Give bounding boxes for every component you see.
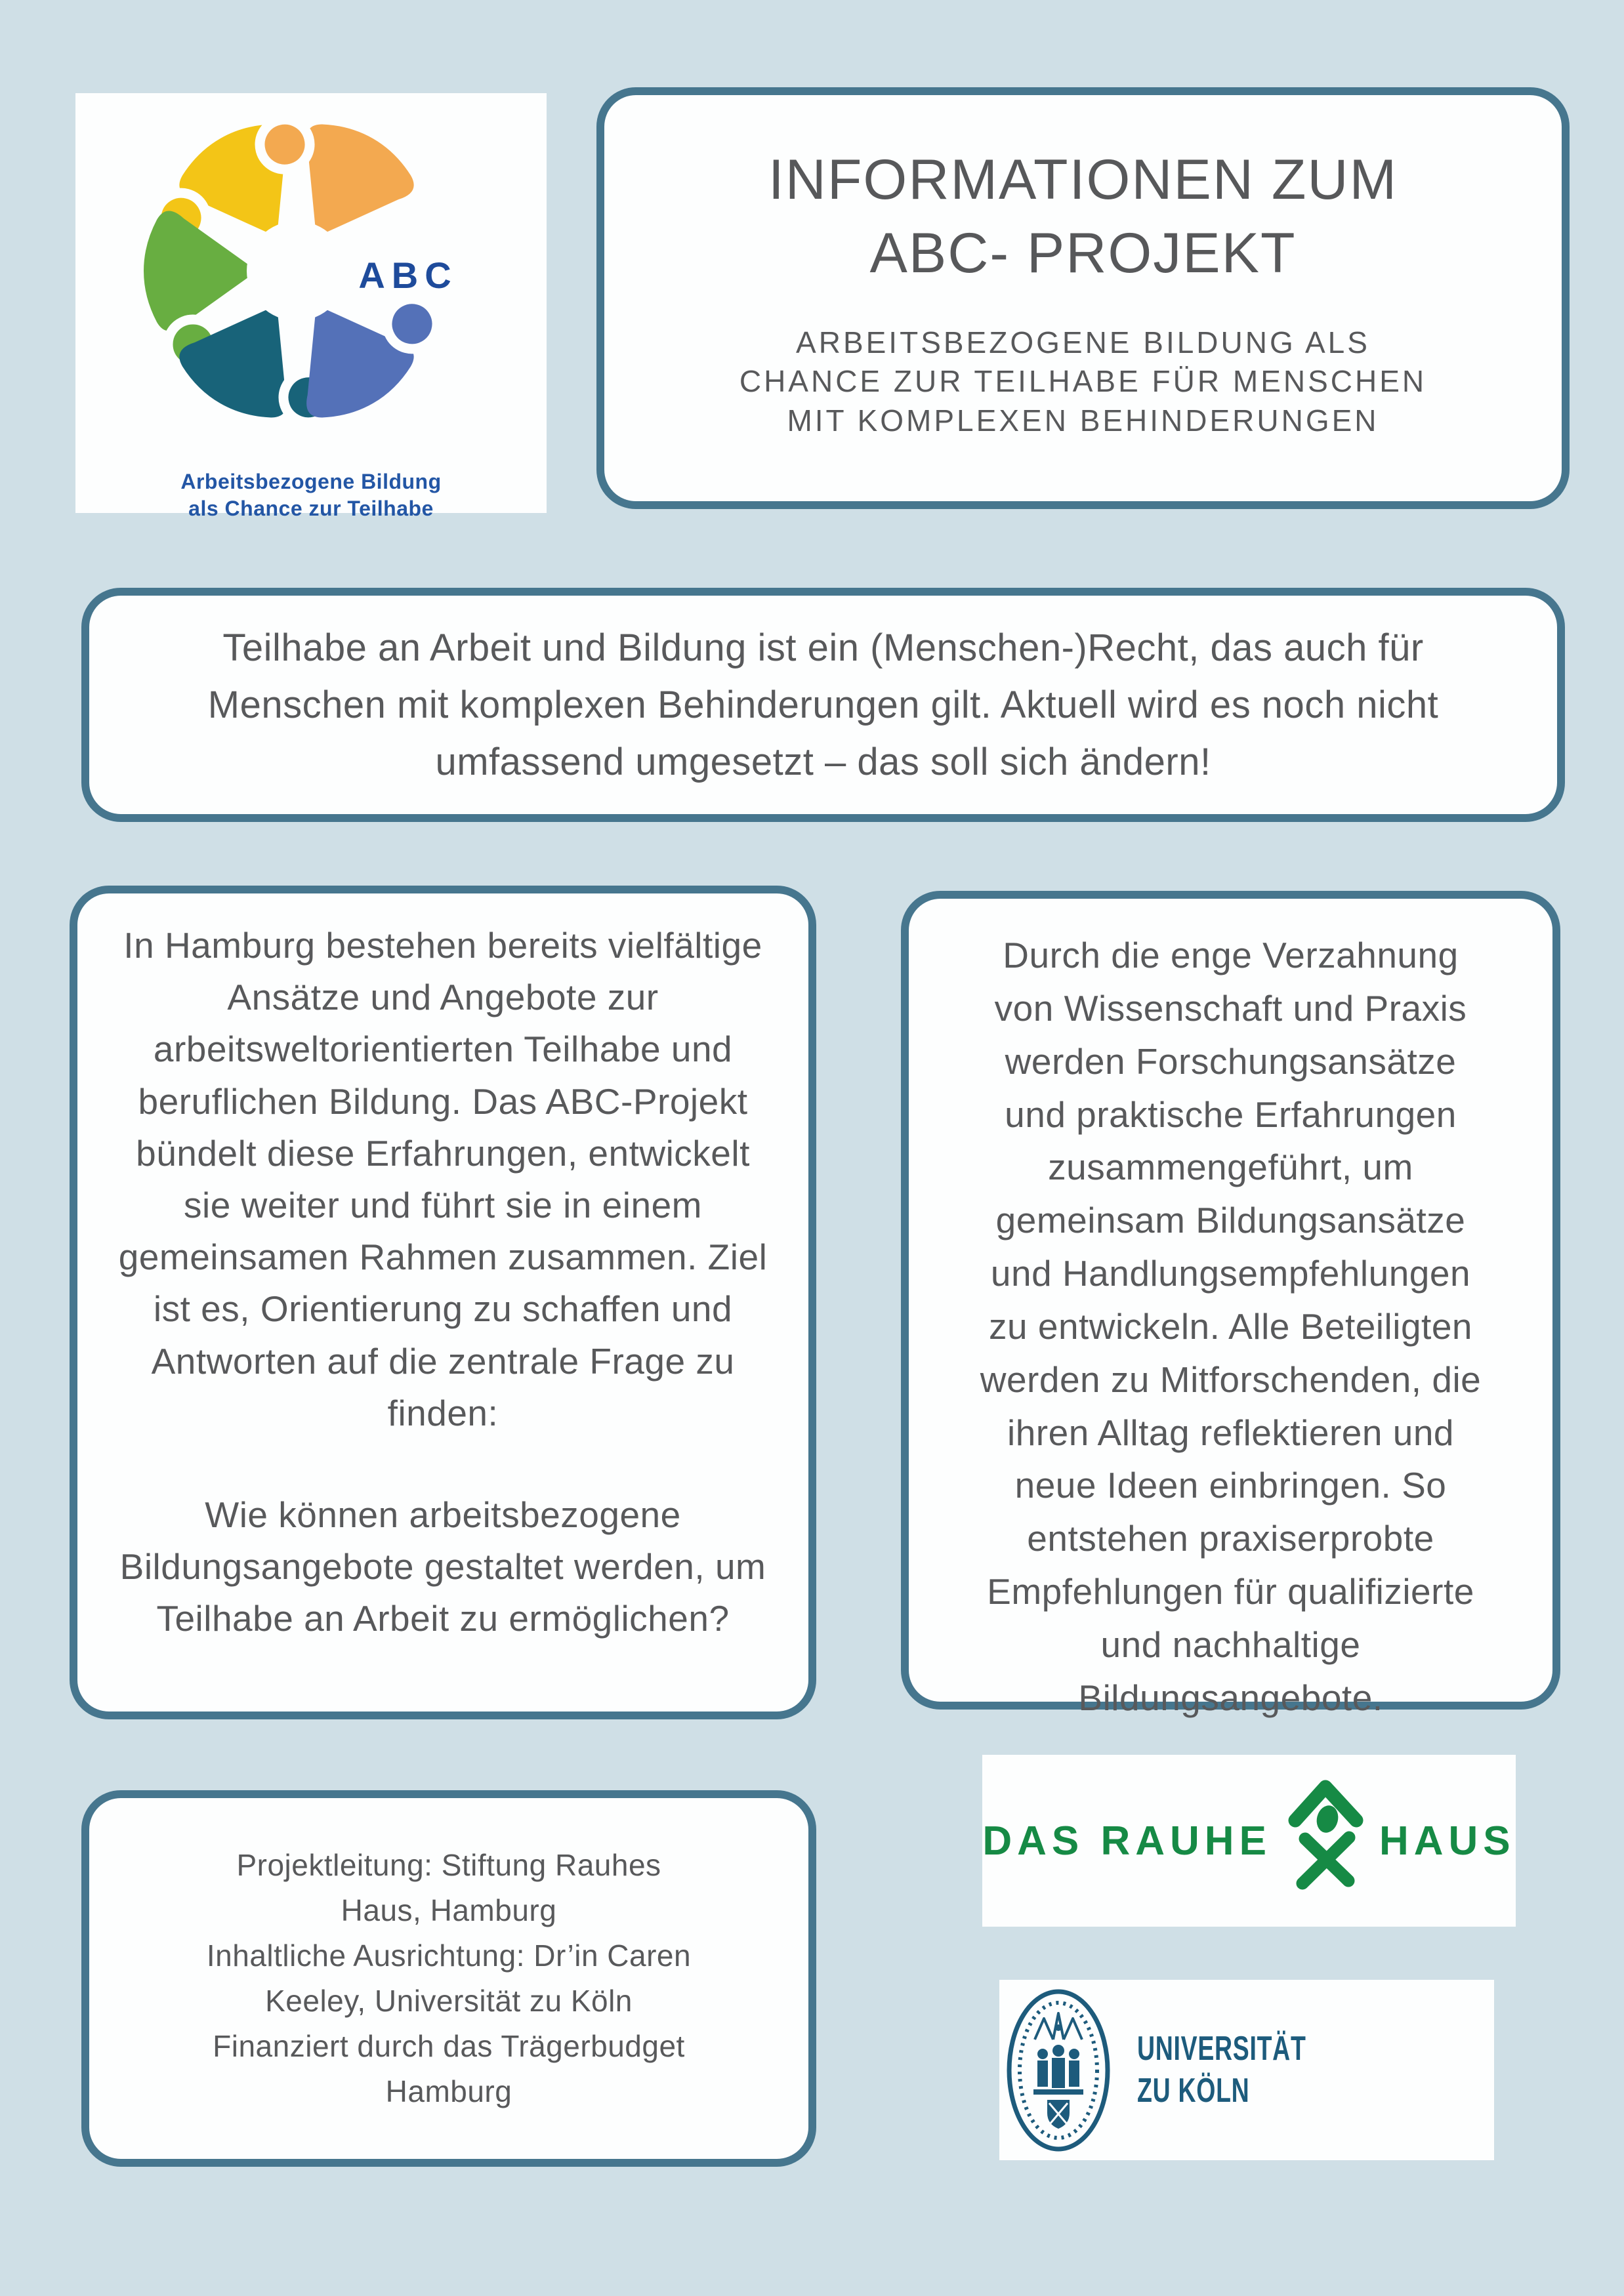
intro-card bbox=[81, 588, 1565, 822]
uni-koeln-logo-card bbox=[999, 1980, 1494, 2160]
page-subtitle bbox=[739, 323, 1426, 441]
title-line-1: INFORMATIONEN ZUM bbox=[768, 148, 1398, 211]
research-approach-text: Durch die enge Verzahnung von Wissenschaft und Praxis werden Forschungsansätze und praktische Erfahrungen zusammengeführt, um gemeinsam Bildungsansätze und Handlungsempfehlungen zu entwickeln. Alle Beteiligten werden zu Mitforschenden, die ihren Alltag reflektieren und neue Ideen einbringen. So entstehen praxiserprobte Empfehlungen für qualifizierte und nachhaltige Bildungsangebote. bbox=[980, 935, 1482, 1718]
title-line-2: ABC- PROJEKT bbox=[869, 221, 1297, 285]
logo-center-hole bbox=[247, 221, 346, 321]
rauhes-haus-logo-card bbox=[982, 1755, 1516, 1927]
abc-people-ring-logo bbox=[133, 107, 500, 435]
logo-caption bbox=[75, 468, 547, 522]
page-title bbox=[768, 144, 1398, 291]
project-description-paragraph: In Hamburg bestehen bereits vielfältige Ansätze und Angebote zur arbeitsweltorientierten Teilhabe und beruflichen Bildung. Das ABC-Projekt bündelt diese Erfahrungen, entwickelt sie weiter und führt sie in einem gemeinsamen Rahmen zusammen. Ziel ist es, Orientierung zu schaffen und Antworten auf die zentrale Frage zu finden: bbox=[118, 925, 768, 1433]
abc-logo-card bbox=[75, 93, 547, 520]
subtitle-line-3: MIT KOMPLEXEN BEHINDERUNGEN bbox=[787, 403, 1379, 438]
abc-logo-text: ABC bbox=[358, 255, 458, 296]
rauhe-haus-wordmark-left: DAS RAUHE bbox=[982, 1818, 1272, 1864]
credit-ausrichtung: Inhaltliche Ausrichtung: Dr’in Caren Keeley, Universität zu Köln bbox=[206, 1938, 692, 2018]
intro-text: Teilhabe an Arbeit und Bildung ist ein (Menschen-)Recht, das auch für Menschen mit komplexen Behinderungen gilt. Aktuell wird es noch nicht umfassend umgesetzt – das soll sich ändern! bbox=[207, 626, 1439, 783]
subtitle-line-1: ARBEITSBEZOGENE BILDUNG ALS bbox=[796, 325, 1370, 359]
uni-koeln-seal-icon bbox=[1006, 1988, 1111, 2152]
uni-koeln-wordmark bbox=[1137, 2028, 1372, 2112]
credit-finanzierung: Finanziert durch das Trägerbudget Hamburg bbox=[213, 2029, 685, 2108]
research-approach-card bbox=[901, 891, 1560, 1718]
central-question-paragraph: Wie können arbeitsbezogene Bildungsangebote gestaltet werden, um Teilhabe an Arbeit zu ermöglichen? bbox=[119, 1494, 766, 1639]
uni-wordmark-line-2: ZU KÖLN bbox=[1137, 2071, 1250, 2110]
subtitle-line-2: CHANCE ZUR TEILHABE FÜR MENSCHEN bbox=[739, 364, 1427, 399]
title-card bbox=[596, 87, 1570, 509]
credit-projektleitung: Projektleitung: Stiftung Rauhes Haus, Hamburg bbox=[236, 1848, 661, 1927]
project-description-card bbox=[70, 886, 816, 1719]
uni-wordmark-line-1: UNIVERSITÄT bbox=[1137, 2030, 1306, 2068]
rauhe-haus-wordmark-right: HAUS bbox=[1379, 1818, 1516, 1864]
credits-card bbox=[81, 1790, 816, 2167]
logo-caption-line-2: als Chance zur Teilhabe bbox=[188, 496, 434, 520]
logo-caption-line-1: Arbeitsbezogene Bildung bbox=[180, 470, 442, 493]
rauhes-haus-figure-icon bbox=[1286, 1778, 1365, 1894]
